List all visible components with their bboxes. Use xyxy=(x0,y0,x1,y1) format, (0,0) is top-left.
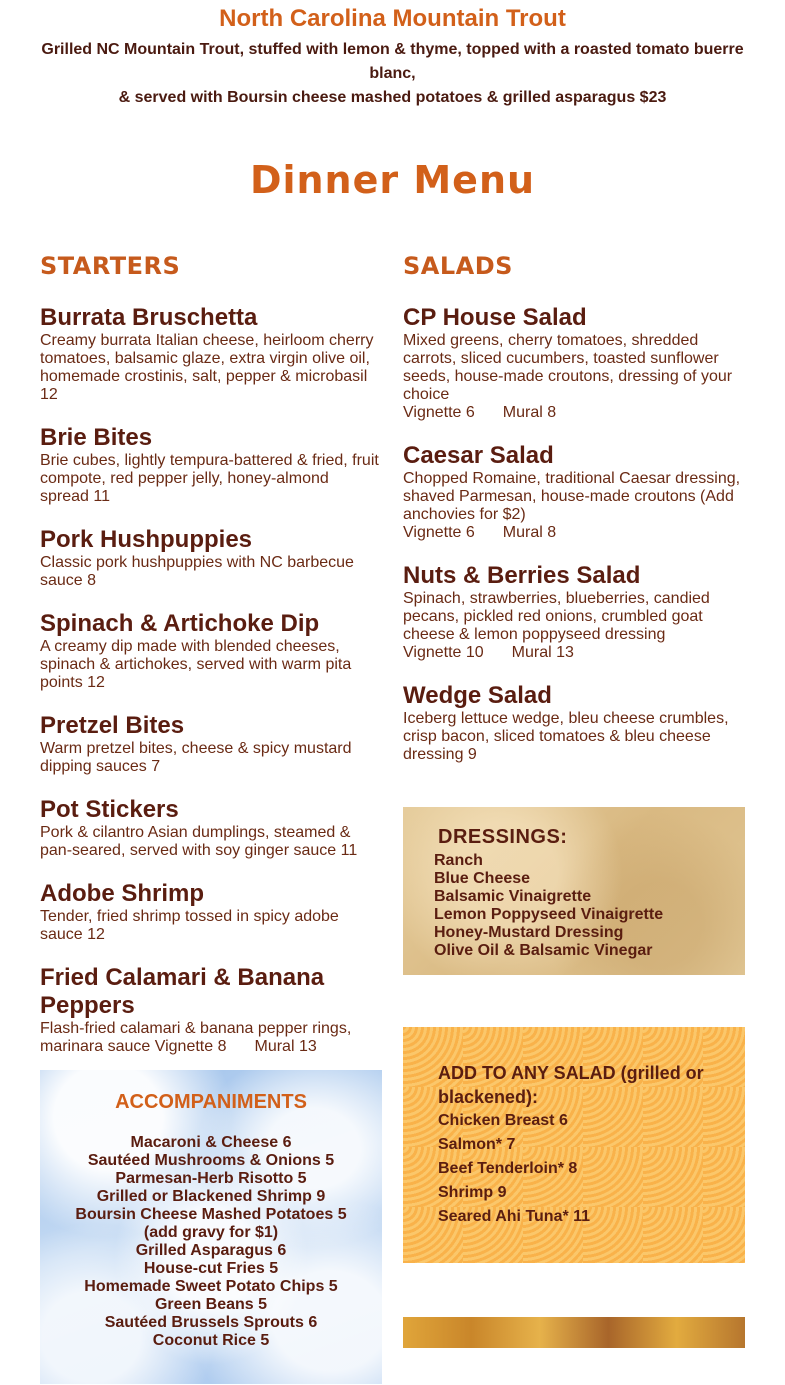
price-mural: Mural 13 xyxy=(511,644,574,661)
accompaniments-heading: ACCOMPANIMENTS xyxy=(115,1091,307,1113)
price-mural: Mural 8 xyxy=(502,524,557,541)
item-description: Pork & cilantro Asian dumplings, steamed & pan-seared, served with soy ginger sauce 11 xyxy=(40,824,358,859)
special-description xyxy=(33,38,753,110)
price-vignette: Vignette 10 xyxy=(403,644,484,661)
add-to-salad-heading: ADD TO ANY SALAD (grilled or blackened): xyxy=(438,1063,704,1107)
dressing-item: Ranch xyxy=(434,852,483,869)
item-description-text: Flash-fried calamari & banana pepper rings, marinara sauce Vignette 8 xyxy=(40,1020,352,1055)
dressing-item: Lemon Poppyseed Vinaigrette xyxy=(434,906,664,923)
accompaniment-item: House-cut Fries 5 xyxy=(143,1260,279,1277)
add-to-salad-box xyxy=(403,1027,745,1263)
add-on-item: Beef Tenderloin* 8 xyxy=(438,1160,578,1177)
item-name: Caesar Salad xyxy=(403,442,554,469)
dressing-item: Olive Oil & Balsamic Vinegar xyxy=(434,942,653,959)
accompaniment-item: Parmesan-Herb Risotto 5 xyxy=(115,1170,307,1187)
special-line-2: & served with Boursin cheese mashed potatoes & grilled asparagus $23 xyxy=(118,89,667,106)
dressing-item: Blue Cheese xyxy=(434,870,531,887)
item-price-mural: Mural 13 xyxy=(254,1038,317,1055)
special-title: North Carolina Mountain Trout xyxy=(219,5,566,32)
menu-item xyxy=(40,964,382,1056)
item-name: Burrata Bruschetta xyxy=(40,304,258,331)
menu-item xyxy=(40,526,382,590)
menu-item xyxy=(403,682,745,764)
item-name: Nuts & Berries Salad xyxy=(403,562,641,589)
item-name: Wedge Salad xyxy=(403,682,552,709)
dressing-item: Balsamic Vinaigrette xyxy=(434,888,592,905)
salads-section xyxy=(403,250,745,784)
item-name: Pot Stickers xyxy=(40,796,179,823)
item-prices xyxy=(403,404,745,422)
menu-item xyxy=(40,304,382,404)
menu-item xyxy=(40,712,382,776)
item-description: Tender, fried shrimp tossed in spicy adobe sauce 12 xyxy=(40,908,339,943)
item-description: Iceberg lettuce wedge, bleu cheese crumbles, crisp bacon, sliced tomatoes & bleu cheese dressing 9 xyxy=(403,710,729,763)
accompaniment-item: Grilled or Blackened Shrimp 9 xyxy=(96,1188,326,1205)
menu-item xyxy=(403,562,745,662)
price-vignette: Vignette 6 xyxy=(403,404,475,421)
accompaniment-item: Green Beans 5 xyxy=(154,1296,268,1313)
menu-title: Dinner Menu xyxy=(249,158,536,202)
dressings-heading: DRESSINGS: xyxy=(438,826,568,848)
add-on-item: Chicken Breast 6 xyxy=(438,1112,568,1129)
decorative-texture-strip xyxy=(403,1317,745,1348)
starters-section xyxy=(40,250,382,1076)
price-vignette: Vignette 6 xyxy=(403,524,475,541)
item-name: Adobe Shrimp xyxy=(40,880,205,907)
add-on-item: Seared Ahi Tuna* 11 xyxy=(438,1208,591,1225)
menu-item xyxy=(40,796,382,860)
menu-item xyxy=(40,880,382,944)
item-description: A creamy dip made with blended cheeses, spinach & artichokes, served with warm pita points 12 xyxy=(40,638,352,691)
accompaniment-item: (add gravy for $1) xyxy=(143,1224,279,1241)
item-name: CP House Salad xyxy=(403,304,587,331)
item-name: Pork Hushpuppies xyxy=(40,526,253,553)
item-description: Brie cubes, lightly tempura-battered & fried, fruit compote, red pepper jelly, honey-almond spread 11 xyxy=(40,452,379,505)
menu-item xyxy=(40,610,382,692)
item-description: Creamy burrata Italian cheese, heirloom cherry tomatoes, balsamic glaze, extra virgin olive oil, homemade crostinis, salt, pepper & microbasil 12 xyxy=(40,332,374,403)
dressing-item: Honey-Mustard Dressing xyxy=(434,924,624,941)
add-on-item: Shrimp 9 xyxy=(438,1184,507,1201)
item-name: Fried Calamari & Banana Peppers xyxy=(40,964,325,1019)
dressings-box xyxy=(403,807,745,975)
item-name: Spinach & Artichoke Dip xyxy=(40,610,320,637)
item-description: Chopped Romaine, traditional Caesar dressing, shaved Parmesan, house-made croutons (Add anchovies for $2) xyxy=(403,470,741,523)
accompaniment-item: Sautéed Mushrooms & Onions 5 xyxy=(87,1152,335,1169)
accompaniment-item: Homemade Sweet Potato Chips 5 xyxy=(84,1278,338,1295)
accompaniment-item: Coconut Rice 5 xyxy=(152,1332,270,1349)
item-description: Warm pretzel bites, cheese & spicy mustard dipping sauces 7 xyxy=(40,740,352,775)
price-mural: Mural 8 xyxy=(502,404,557,421)
item-description: Spinach, strawberries, blueberries, candied pecans, pickled red onions, crumbled goat cheese & lemon poppyseed dressing xyxy=(403,590,710,643)
item-description: Mixed greens, cherry tomatoes, shredded carrots, sliced cucumbers, toasted sunflower seeds, house-made croutons, dressing of your choice xyxy=(403,332,733,403)
item-description: Classic pork hushpuppies with NC barbecue sauce 8 xyxy=(40,554,354,589)
featured-special xyxy=(0,4,785,110)
menu-item xyxy=(403,304,745,422)
accompaniments-box xyxy=(40,1070,382,1384)
salads-heading: SALADS xyxy=(403,252,513,280)
accompaniment-item: Macaroni & Cheese 6 xyxy=(130,1134,292,1151)
item-description xyxy=(40,1020,382,1056)
accompaniment-item: Boursin Cheese Mashed Potatoes 5 xyxy=(75,1206,347,1223)
accompaniment-item: Grilled Asparagus 6 xyxy=(135,1242,287,1259)
item-prices xyxy=(403,644,745,662)
item-prices xyxy=(403,524,745,542)
add-on-item: Salmon* 7 xyxy=(438,1136,516,1153)
menu-item xyxy=(40,424,382,506)
item-name: Pretzel Bites xyxy=(40,712,185,739)
special-line-1: Grilled NC Mountain Trout, stuffed with lemon & thyme, topped with a roasted tomato buerre blanc, xyxy=(41,41,744,82)
item-name: Brie Bites xyxy=(40,424,153,451)
menu-item xyxy=(403,442,745,542)
starters-heading: STARTERS xyxy=(40,252,181,280)
accompaniment-item: Sautéed Brussels Sprouts 6 xyxy=(104,1314,318,1331)
